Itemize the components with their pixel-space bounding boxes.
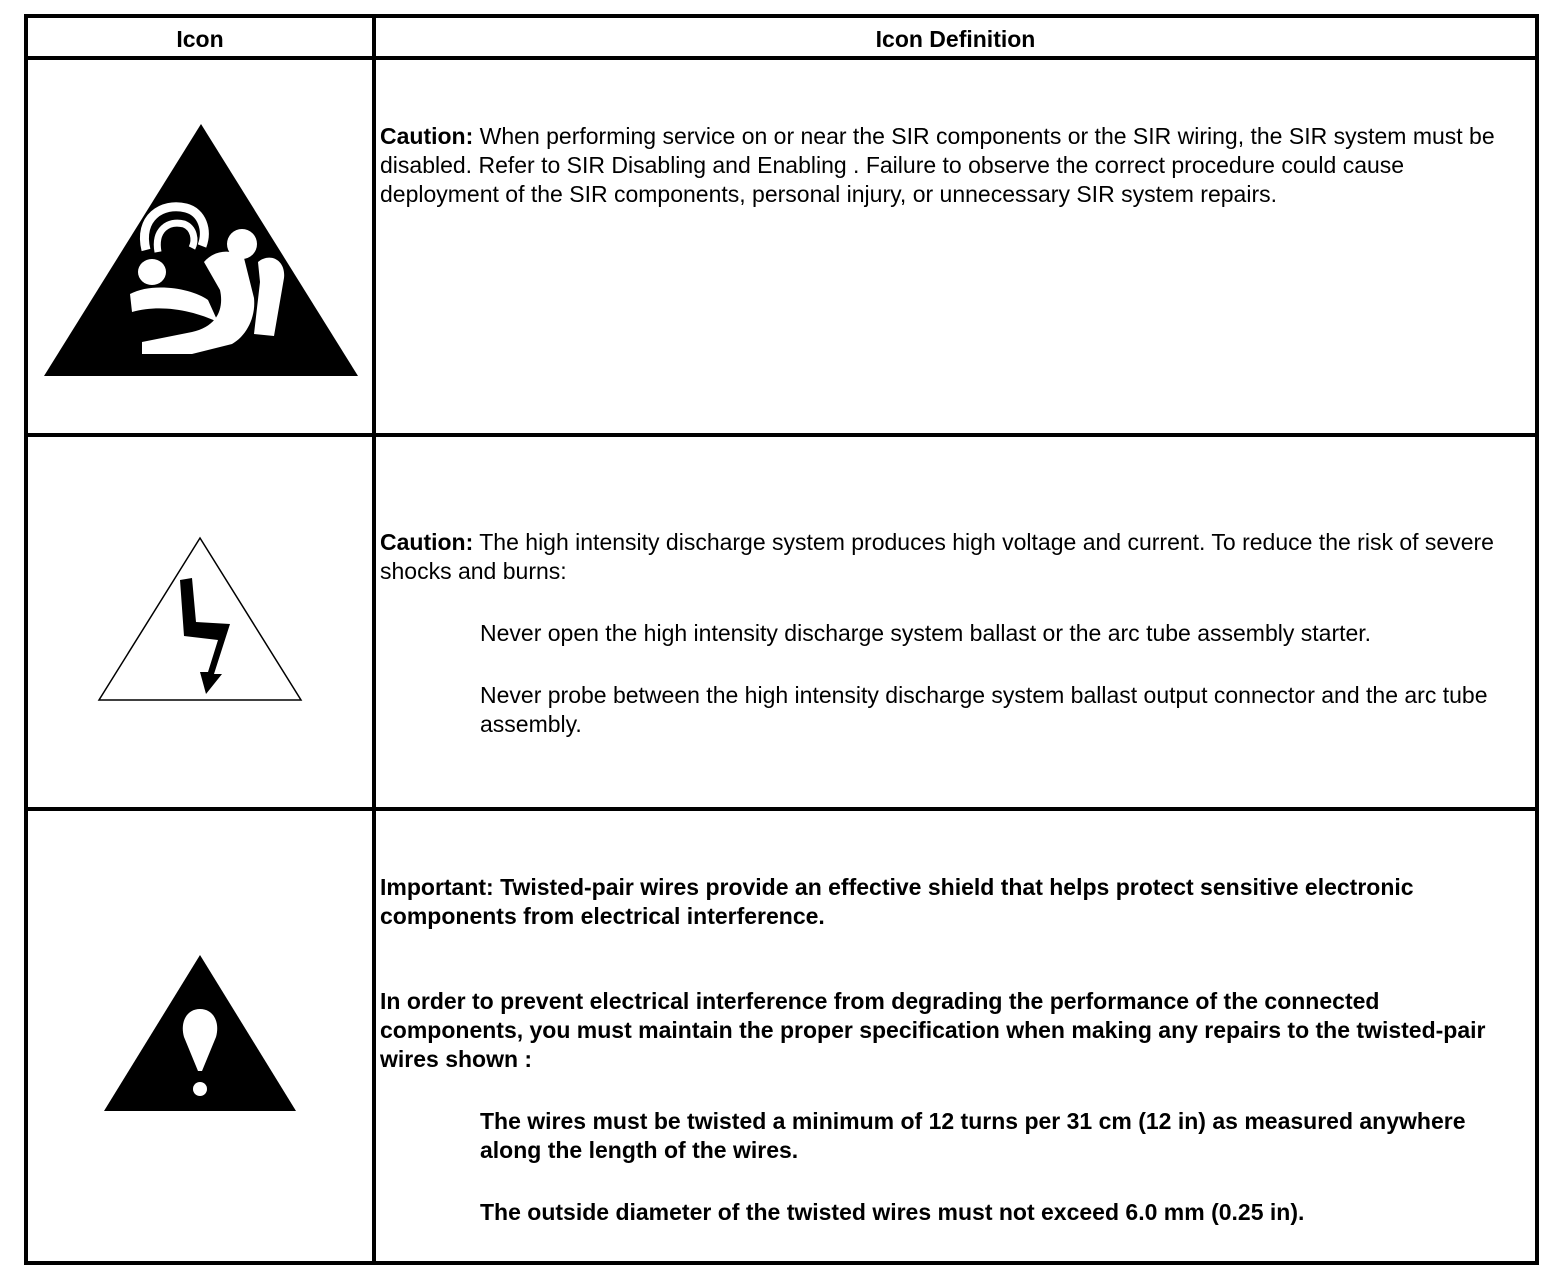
important-paragraph: Important: Twisted-pair wires provide an effective shield that helps protect sensitive electronic components from electrical interference. xyxy=(380,874,1414,929)
bullet-item: The wires must be twisted a minimum of 12 turns per 31 cm (12 in) as measured anywhere along the length of the wires. xyxy=(480,1108,1466,1163)
definition-text: When performing service on or near the SIR components or the SIR wiring, the SIR system must be disabled. Refer to SIR Disabling and Enabling . Failure to observe the correct procedure could cause deployment of the SIR components, personal injury, or unnecessary SIR system repairs. xyxy=(380,123,1495,207)
row-divider xyxy=(28,433,1535,437)
specification-paragraph: In order to prevent electrical interference from degrading the performance of the connected components, you must maintain the proper specification when making any repairs to the twisted-pair wires shown : xyxy=(380,988,1486,1072)
header-icon: Icon xyxy=(176,26,224,52)
high-voltage-icon xyxy=(96,536,304,702)
column-divider xyxy=(372,18,376,1261)
caution-label: Caution: xyxy=(380,123,474,149)
bullet-item: The outside diameter of the twisted wires must not exceed 6.0 mm (0.25 in). xyxy=(480,1199,1305,1225)
row-divider xyxy=(28,807,1535,811)
caution-label: Caution: xyxy=(380,529,474,555)
row-1-definition xyxy=(380,122,1523,209)
airbag-warning-icon xyxy=(42,122,360,378)
bullet-item: Never open the high intensity discharge system ballast or the arc tube assembly starter. xyxy=(480,620,1372,646)
definition-text: The high intensity discharge system produces high voltage and current. To reduce the risk of severe shocks and burns: xyxy=(380,529,1494,584)
exclamation-warning-icon xyxy=(102,953,298,1113)
row-2-definition xyxy=(380,528,1523,739)
row-3-definition xyxy=(380,873,1523,1227)
icon-definition-table xyxy=(24,14,1539,1265)
header-icon-definition: Icon Definition xyxy=(875,26,1036,52)
bullet-item: Never probe between the high intensity discharge system ballast output connector and the arc tube assembly. xyxy=(480,682,1488,737)
